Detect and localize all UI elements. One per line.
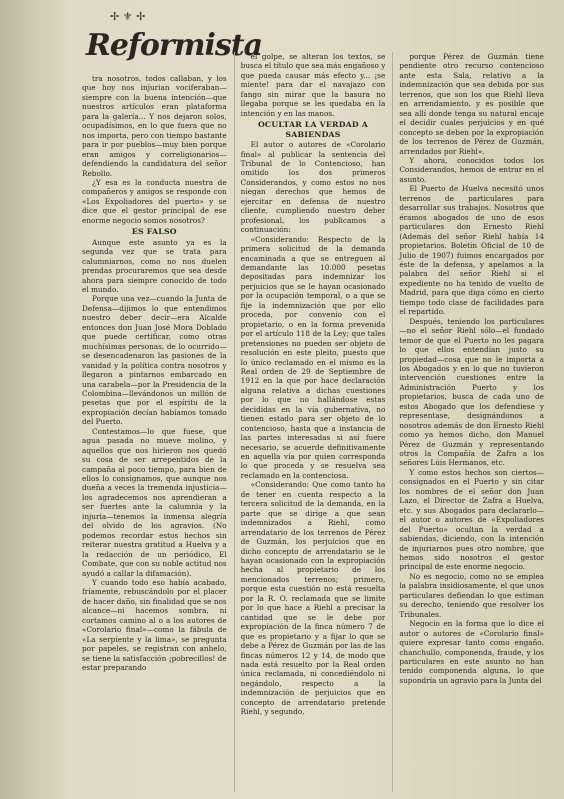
paragraph: el golpe, se alteran los textos, se busca el título que sea más engañoso y que pueda causar más efecto y... ¡se miente! para dar el navajazo con fango sin mirar que la basura no llegaba porque se les quedaba en la intención y en las manos.	[240, 52, 386, 118]
paragraph: porque Pérez de Guzmán tiene pendiente otro recurso contencioso ante esta Sala, relativo a la indemnización que sea debida por sus terrenos, que son los que Riehl lleva en arrendamiento, y es posible que sea allí donde tenga su natural encaje el decidir cuales perjuicios y en qué concepto se deben por la expropiación de los terrenos de Pérez de Guzmán, arrendados por Riehl».	[399, 52, 545, 156]
article-columns	[82, 52, 544, 792]
paragraph: El Puerto de Huelva necesitó unos terrenos de particulares para desarrollar sus trabajos. Nosotros que éramos abogados de uno de esos particulares don Ernesto Riehl (Además del señor Riehl había 14 propietarios. Boletín Oficial de 10 de Julio de 1907) fuimos encargados por éste de la defensa, y apelamos a la palabra del señor Riehl si el expediente no ha tenido de vuelto de Madrid, para que diga cómo en cierto tiempo todo clase de facilidades para el repartido.	[399, 184, 545, 317]
paragraph: «Considerando: Que como tanto ha de tener en cuenta respecto a la tercera solicitud de la demanda, en la parte que se dirige a que sean indemnizados a Riehl, como arrendatario de los terrenos de Pérez de Guzmán, los perjuicios que en dicho concepto de arrendatario se le hayan ocasionado con la expropiación hecha al propietario de los mencionados terrenos; primero, porque esta cuestión no está resuelta por la R. O. reclamada que se limite por lo que hace a Riehl a precisar la cantidad que se le debe por expropiación de la finca número 7 de que es propietario y a fijar lo que se debe a Pérez de Guzmán por las de las fincas números 12 y 14, de modo que nada está resuelto por la Real orden única reclamada, ni concediéndolo ni negándolo, respecto a la indemnización de perjuicios que en concepto de arrendatario pretende Riehl, y segundo,	[240, 480, 386, 717]
paragraph: Porque una vez—cuando la Junta de Defensa—dijimos lo que entendimos nuestro deber decir—era Alcalde entonces don Juan José Mora Doblado que puede certificar, como otras muchísimas personas, de lo ocurrido—se desencadenaron las pasiones de la vanidad y la política contra nosotros y llegaron a pintarnos embarcado en una carabela—por la Presidencia de la Colombina—llevándonos un millón de pesetas que por el espíritu de la expropiación decían habíamos tomado del Puerto.	[82, 294, 227, 427]
paragraph: Y cuando todo eso había acabado, fríamente, rebuscándolo por el placer de hacer daño, sin finalidad que se nos alcance—ni hacemos sombra, ni cortamos camino al o a los autores de «Corolario final»—como la fábula de «La serpiente y la lima», se pregunta por papeles, se registran con anhelo, se tiene la satisfacción ¡pobrecillos! de estar preparando	[82, 578, 227, 673]
section-heading: ES FALSO	[131, 227, 177, 237]
paragraph: «Considerando: Respecto de la primera solicitud de la demanda encaminada a que se entreguen al demandante las 10.000 pesetas depositadas para indemnizar los perjuicios que se le hayan ocasionado por la ocupación temporal, o a que se fije la indemnización que por ello proceda, por convenio con el propietario, o en la forma prevenida por el artículo 118 de la Ley; que tales pretensiones no pueden ser objeto de resolución en este pleito, puesto que lo único reclamado en el mismo es la Real orden de 29 de Septiembre de 1912 en la que por hace declaración alguna relativa a dichas cuestiones por lo que no hallándose estas decididas en la vía gubernativa, no tienen estado para ser objeto de lo contencioso, hasta que a instancia de las partes interesadas si así fuere necesario, se acuerde definitivamente en aquella vía por quien corresponda lo que proceda y se resuelva sea reclamado en la contenciosa.	[240, 234, 386, 480]
column-2	[234, 52, 386, 792]
paragraph: tra nosotros, todos callaban, y los que hoy nos injurian vociferaban—siempre con la buena intención—que nuestros artículos eran plataforma para la galería... Y nos dejaron solos, ocupadísimos, en lo que fuera que no nos importa, pero con tiempo bastante para ir por pueblos—muy bien porque eran amigos y correligionarios—defendiendo la candidatura del señor Rebollo.	[82, 74, 227, 178]
paragraph: Contestamos—lo que fuese, que agua pasada no mueve molino, y aquellos que nos hirieron nos quedó su cosa de ser arrepentidos de la campaña al poco tiempo, para bien de ellos lo consignamos, que aunque nos dueña a veces la tremenda injusticia—los agradecemos nos aprendieran a ser fuertes ante la calumnia y la injuria—tenemos la inmensa alegría del olvido de los agravios. (No podemos recordar estos hechos sin reiterar nuestra gratitud a Huelva y a la redacción de un periódico, El Combate, que con su noble actitud nos ayudó a callar la difamación).	[82, 426, 227, 578]
paragraph: Y como estos hechos son ciertos—consignados en el Puerto y sin citar los nombres de el señor don Juan Lazo, el Director de Zafra a Huelva, etc. y sus Abogados para declararlo—el autor o autores de «Expoliadores del Puerto» ocultan la verdad a sabiendas, diciendo, con la intención de injuriarnos pues otro nombre, que hemos sido nosotros el gestor principal de este enorme negocio.	[399, 467, 545, 572]
page-binding-shadow	[0, 0, 70, 799]
paragraph: El autor o autores de «Corolario final» al publicar la sentencia del Tribunal de lo Contencioso, han omitido los dos primeros Considerandos, y como estos no nos niegan derechos que hemos de ejercitar en defensa de nuestro cliente, cumpliendo nuestro deber profesional, los publicamos a continuación:	[240, 140, 386, 235]
masthead-title: Reformista	[86, 28, 263, 63]
paragraph: Negocio en la forma que lo dice el autor o autores de «Corolario final» quiere expresar tanto como engaño, chanchullo, componenda, fraude, y los particulares en este asunto no han tenido componenda alguna, lo que supondría un agravio para la Junta del	[399, 619, 545, 685]
section-heading: OCULTAR LA VERDAD A SABIENDAS	[257, 120, 369, 139]
column-1	[82, 52, 227, 792]
paragraph: No es negocio, como no se emplea la palabra insidiosamente, el que unos particulares defiendan lo que estiman su derecho, teniendo que resolver los Tribunales.	[399, 571, 545, 619]
paragraph: Y ahora, conocidos todos los Considerandos, hemos de entrar en el asunto.	[399, 155, 545, 184]
paragraph: Después, teniendo los particulares—no el señor Riehl sólo—el fundado temor de que el Puerto no les pagara lo que ellos entendían justo su propiedad—cosa que no le importa a los Abogados y en lo que no tuvieron intervención cuestiones entre la Administración Puerto y los propietarios, busca de cada uno de estos Abogado que los defendiese y representase, designándonos a nosotros además de don Ernesto Riehl como ya hemos dicho, don Manuel Pérez de Guzmán y representando otros la Compañía de Zafra a los señores Lúis Hermanos, etc.	[399, 316, 545, 468]
crest-icon: ✢ ⚜ ✢	[110, 10, 146, 23]
paragraph: ¿Y esa es la conducta nuestra de compañeros y amigos se responde con «Los Expoliadores del puerto» y se dice que el gestor principal de ese enorme negocio somos nosotros?	[82, 177, 227, 225]
column-3	[392, 52, 544, 792]
paragraph: Aunque este asunto ya es la segunda vez que se trata para calumniarnos, como no nos duelen prendas procuraremos que sea desde ahora para siempre conocido de todo el mundo.	[82, 237, 227, 294]
